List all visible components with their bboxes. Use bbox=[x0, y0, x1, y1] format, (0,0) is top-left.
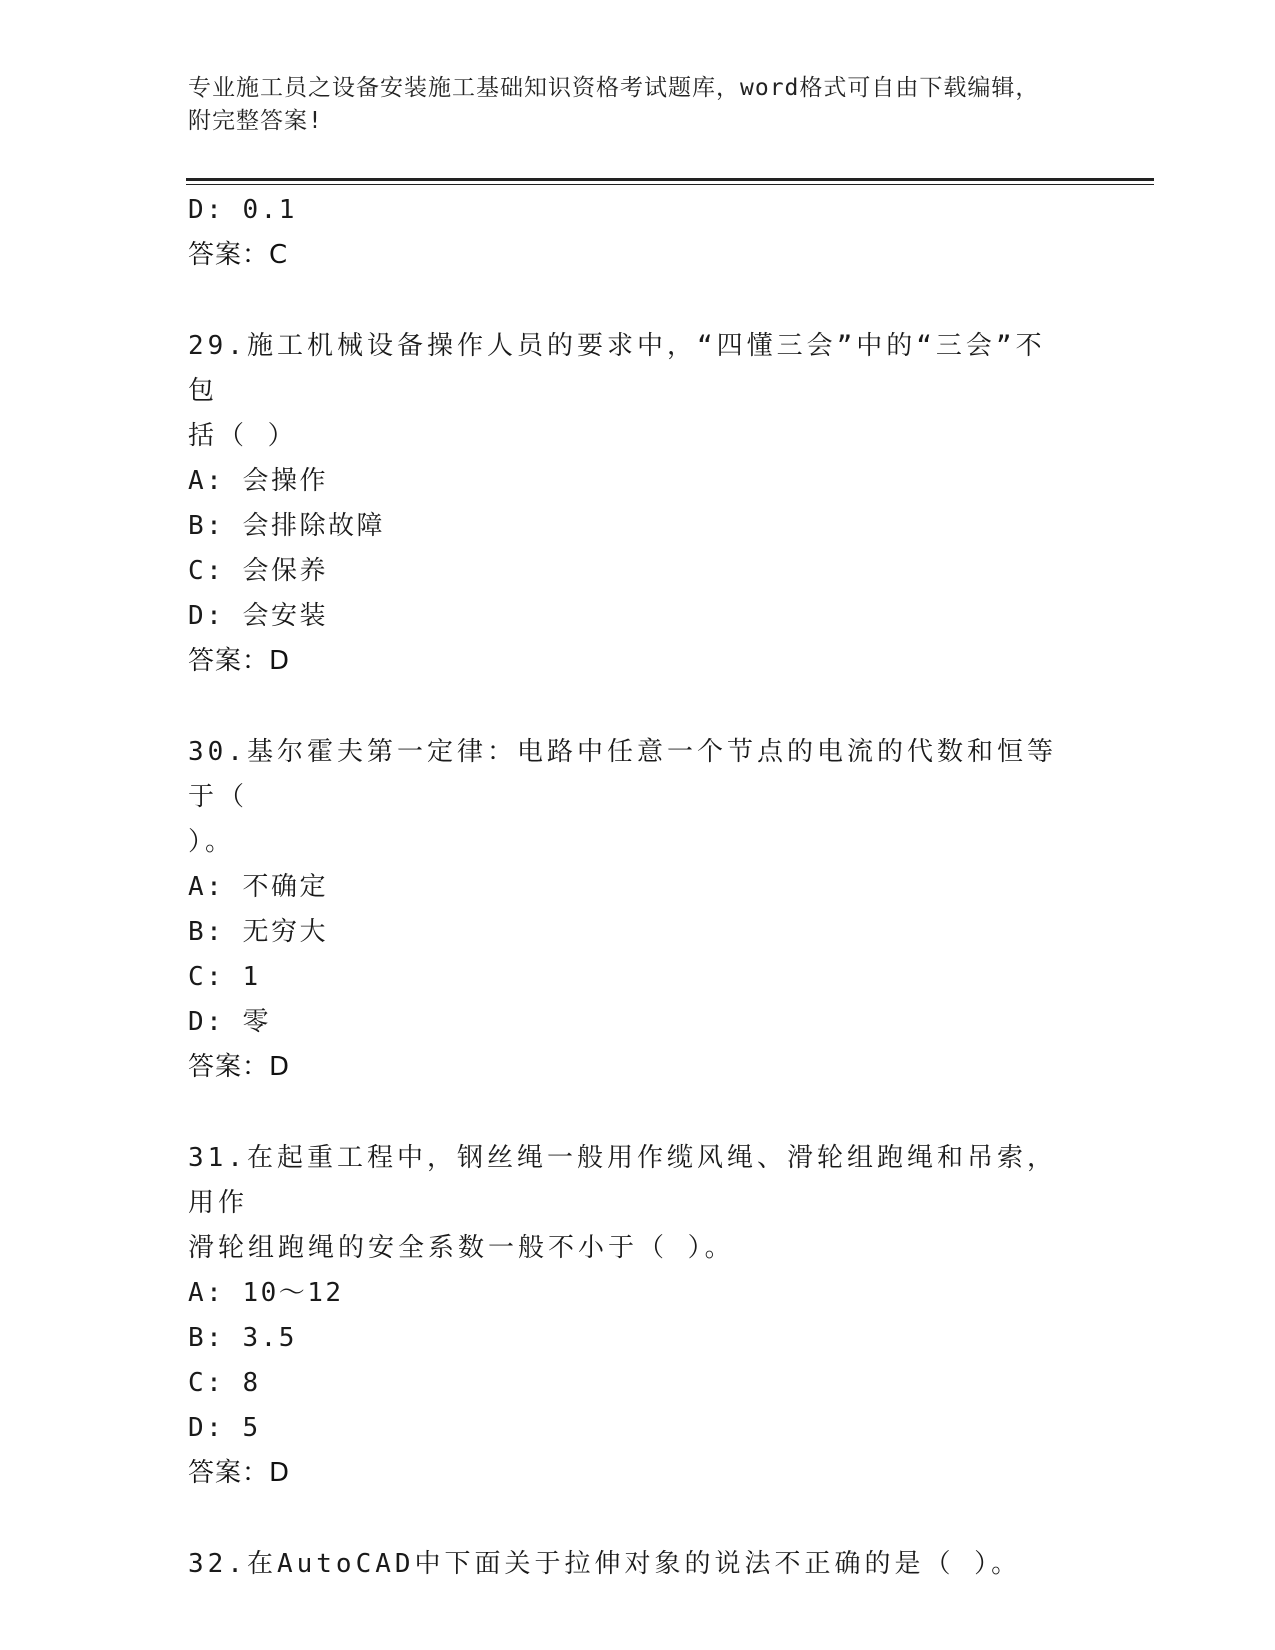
spacer bbox=[188, 1090, 1088, 1136]
answer-line: 答案：D bbox=[188, 1458, 291, 1488]
option-d: D: 5 bbox=[188, 1413, 261, 1443]
option-b: B: 3.5 bbox=[188, 1323, 297, 1353]
spacer bbox=[188, 684, 1088, 730]
option-c: C: 8 bbox=[188, 1368, 261, 1398]
option-a: A: 10～12 bbox=[188, 1278, 344, 1308]
option-b: B: 无穷大 bbox=[188, 917, 328, 947]
question-31 bbox=[188, 1136, 1088, 1496]
option-d: D: 0.1 bbox=[188, 195, 297, 225]
option-a: A: 不确定 bbox=[188, 872, 328, 902]
question-30 bbox=[188, 730, 1088, 1090]
question-stem: 30.基尔霍夫第一定律：电路中任意一个节点的电流的代数和恒等于（ bbox=[188, 737, 1057, 812]
option-a: A: 会操作 bbox=[188, 466, 328, 496]
header-line-2: 附完整答案! bbox=[188, 108, 323, 134]
question-stem: 31.在起重工程中，钢丝绳一般用作缆风绳、滑轮组跑绳和吊索，用作 bbox=[188, 1143, 1057, 1218]
header-divider-thick bbox=[186, 178, 1154, 181]
question-32 bbox=[188, 1542, 1088, 1587]
option-d: D: 零 bbox=[188, 1007, 271, 1037]
question-list bbox=[188, 188, 1088, 1587]
spacer bbox=[188, 278, 1088, 324]
question-stem-continued: 括（ ） bbox=[188, 421, 298, 451]
question-stem: 29.施工机械设备操作人员的要求中，“四懂三会”中的“三会”不包 bbox=[188, 331, 1046, 406]
question-28-tail bbox=[188, 188, 1088, 278]
header-divider-thin bbox=[186, 184, 1154, 185]
question-stem: 32.在AutoCAD中下面关于拉伸对象的说法不正确的是（ ）。 bbox=[188, 1549, 1022, 1579]
header-line-1: 专业施工员之设备安装施工基础知识资格考试题库，word格式可自由下载编辑， bbox=[188, 75, 1040, 101]
option-c: C: 会保养 bbox=[188, 556, 328, 586]
answer-line: 答案：C bbox=[188, 240, 289, 270]
document-header bbox=[188, 72, 1068, 138]
question-29 bbox=[188, 324, 1088, 684]
answer-line: 答案：D bbox=[188, 646, 291, 676]
option-b: B: 会排除故障 bbox=[188, 511, 385, 541]
question-stem-continued: ）。 bbox=[188, 827, 236, 857]
option-d: D: 会安装 bbox=[188, 601, 328, 631]
option-c: C: 1 bbox=[188, 962, 261, 992]
question-stem-continued: 滑轮组跑绳的安全系数一般不小于（ ）。 bbox=[188, 1233, 735, 1263]
spacer bbox=[188, 1496, 1088, 1542]
answer-line: 答案：D bbox=[188, 1052, 291, 1082]
